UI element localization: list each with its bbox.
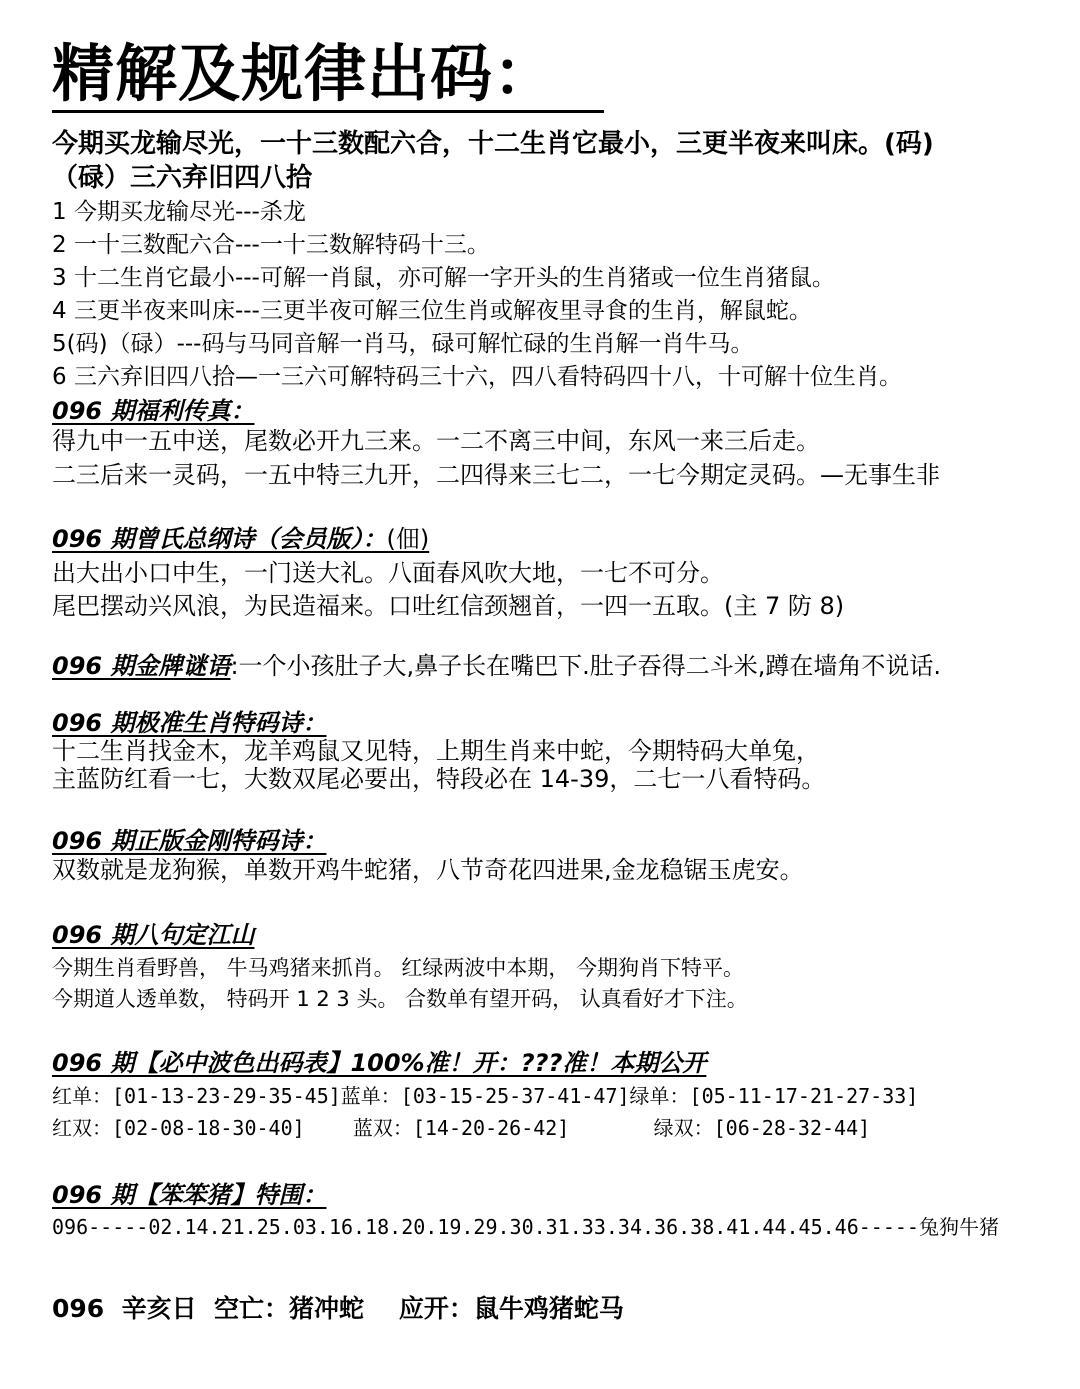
zengshi-line-2: 尾巴摆动兴风浪，为民造福来。口吐红信颈翘首，一四一五取。(主 7 防 8): [52, 592, 845, 620]
explanation-1: 1 今期买龙输尽光---杀龙: [52, 199, 306, 225]
explanation-6: 6 三六弃旧四八拾—一三六可解特码三十六，四八看特码四十八，十可解十位生肖。: [52, 364, 902, 390]
jingang-line: 双数就是龙狗猴，单数开鸡牛蛇猪，八节奇花四进果,金龙稳锯玉虎安。: [52, 856, 804, 884]
jinpai-heading: 096 期金牌谜语: [52, 652, 231, 680]
explanation-4: 4 三更半夜来叫床---三更半夜可解三位生肖或解夜里寻食的生肖，解鼠蛇。: [52, 298, 812, 324]
benzhu-heading: 096 期【笨笨猪】特围：: [52, 1181, 327, 1209]
jizhun-line-1: 十二生肖找金木，龙羊鸡鼠又见特，上期生肖来中蛇，今期特码大单兔，: [52, 737, 820, 765]
benzhu-numbers: 096-----02.14.21.25.03.16.18.20.19.29.30.31.33.34.36.38.41.44.45.46-----兔狗牛猪: [52, 1215, 999, 1239]
fuli-line-2: 二三后来一灵码，一五中特三九开，二四得来三七二，一七今期定灵码。—无事生非: [52, 461, 940, 489]
fuli-heading: 096 期福利传真：: [52, 397, 255, 425]
bajv-line-2: 今期道人透单数， 特码开 1 2 3 头。 合数单有望开码， 认真看好才下注。: [52, 987, 748, 1011]
bose-heading: 096 期【必中波色出码表】100%准！开：???准！本期公开: [52, 1049, 707, 1077]
bajv-heading: 096 期八句定江山: [52, 921, 255, 949]
page-title: 精解及规律出码：: [52, 38, 604, 113]
footer-line: 096 辛亥日 空亡：猪冲蛇 应开：鼠牛鸡猪蛇马: [52, 1294, 624, 1323]
zengshi-heading-suffix: (佃): [386, 525, 430, 553]
intro-line-1: 今期买龙输尽光，一十三数配六合，十二生肖它最小，三更半夜来叫床。(码): [52, 129, 934, 159]
jinpai-row: [52, 650, 941, 682]
zengshi-heading-text: 096 期曾氏总纲诗（会员版）：: [52, 525, 387, 553]
zengshi-heading: [52, 524, 429, 554]
intro-line-2: （碌）三六弃旧四八拾: [52, 163, 313, 193]
explanation-5: 5(码)（碌）---码与马同音解一肖马，碌可解忙碌的生肖解一肖牛马。: [52, 331, 754, 357]
jinpai-riddle: :一个小孩肚子大,鼻子长在嘴巴下.肚子吞得二斗米,蹲在墙角不说话.: [230, 652, 942, 680]
jizhun-line-2: 主蓝防红看一七，大数双尾必要出，特段必在 14-39，二七一八看特码。: [52, 765, 826, 793]
explanation-3: 3 十二生肖它最小---可解一肖鼠，亦可解一字开头的生肖猪或一位生肖猪鼠。: [52, 265, 835, 291]
bose-double-row: 红双：[02-08-18-30-40] 蓝双：[14-20-26-42] 绿双：[06-28-32-44]: [52, 1116, 871, 1140]
jizhun-heading: 096 期极准生肖特码诗：: [52, 709, 327, 737]
bajv-line-1: 今期生肖看野兽， 牛马鸡猪来抓肖。 红绿两波中本期， 今期狗肖下特平。: [52, 956, 745, 980]
fuli-line-1: 得九中一五中送，尾数必开九三来。一二不离三中间，东风一来三后走。: [52, 427, 820, 455]
zengshi-line-1: 出大出小口中生，一门送大礼。八面春风吹大地，一七不可分。: [52, 559, 724, 587]
jingang-heading: 096 期正版金刚特码诗：: [52, 827, 327, 855]
explanation-2: 2 一十三数配六合---一十三数解特码十三。: [52, 232, 490, 258]
bose-single-row: 红单：[01-13-23-29-35-45]蓝单：[03-15-25-37-41-47]绿单：[05-11-17-21-27-33]: [52, 1084, 919, 1108]
